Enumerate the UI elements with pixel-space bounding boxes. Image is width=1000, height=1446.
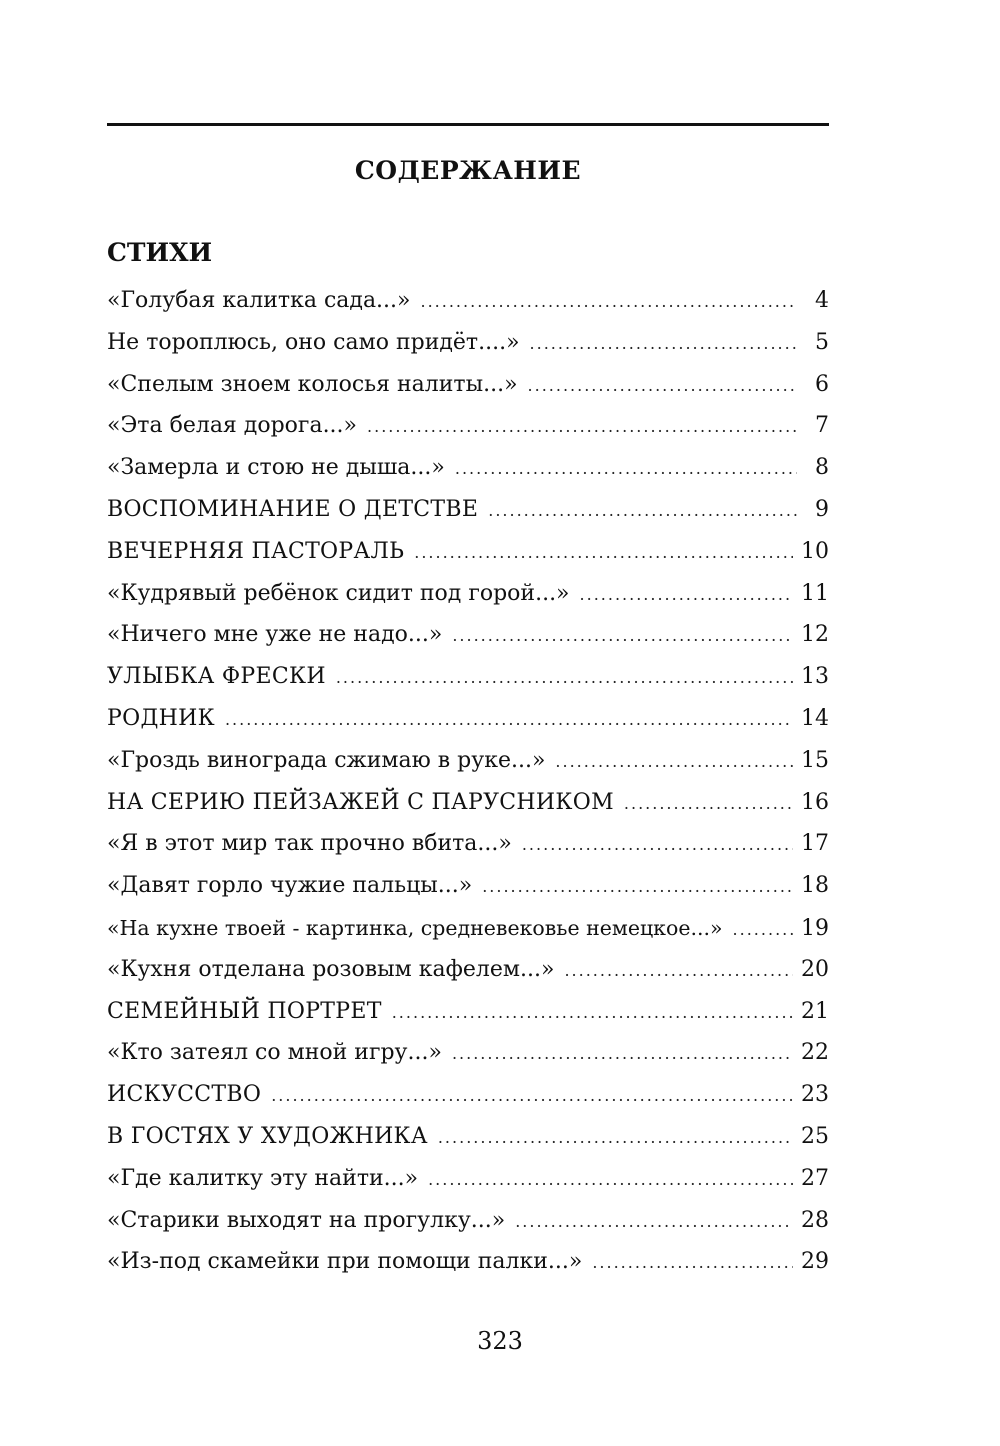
dot-leader [555, 744, 793, 780]
toc-entry-page: 7 [815, 413, 829, 439]
toc-entry-title: «Замерла и стою не дыша...» [107, 455, 445, 481]
toc-entry-page: 12 [801, 622, 829, 648]
toc-entry-title: «Кудрявый ребёнок сидит под горой...» [107, 580, 570, 606]
toc-entry-title: «Я в этот мир так прочно вбита...» [107, 831, 512, 857]
dot-leader [488, 493, 797, 529]
dot-leader [271, 1078, 793, 1114]
dot-leader [592, 1245, 793, 1281]
toc-entry-page: 16 [801, 789, 829, 815]
toc-entry [107, 1203, 829, 1245]
dot-leader [624, 786, 793, 822]
toc-entry-page: 28 [801, 1207, 829, 1233]
toc-entry-title: «Старики выходят на прогулку...» [107, 1207, 506, 1233]
toc-entry [107, 283, 829, 325]
toc-entry [107, 868, 829, 910]
toc-entry-title: «Эта белая дорога...» [107, 413, 358, 439]
dot-leader [367, 409, 797, 445]
toc-entry [107, 743, 829, 785]
toc-entry [107, 952, 829, 994]
dot-leader [528, 368, 797, 404]
toc-entry-title: В ГОСТЯХ У ХУДОЖНИКА [107, 1123, 428, 1149]
toc-entry-page: 21 [801, 998, 829, 1024]
toc-entry-page: 4 [815, 288, 829, 313]
toc-entry-title: «Давят горло чужие пальцы...» [107, 873, 473, 899]
dot-leader [421, 284, 798, 320]
toc-entry-page: 11 [801, 580, 829, 606]
toc-entry-page: 14 [801, 705, 829, 731]
toc-entry [107, 325, 829, 367]
dot-leader [428, 1162, 793, 1198]
toc-entry [107, 1161, 829, 1203]
dot-leader [733, 912, 793, 948]
toc-entry-title: УЛЫБКА ФРЕСКИ [107, 664, 326, 690]
dot-leader [522, 827, 793, 863]
dot-leader [455, 451, 797, 487]
toc-entry-title: ВЕЧЕРНЯЯ ПАСТОРАЛЬ [107, 538, 405, 564]
toc-entry [107, 534, 829, 576]
dot-leader [225, 702, 793, 738]
toc-entry [107, 492, 829, 534]
toc-entry-title: «Кто затеял со мной игру...» [107, 1040, 442, 1066]
toc-entry-title: «Где калитку эту найти...» [107, 1165, 419, 1191]
toc-entry [107, 701, 829, 743]
dot-leader [515, 1204, 793, 1240]
toc-entry-title: «Спелым зноем колосья налиты...» [107, 371, 518, 397]
dot-leader [580, 577, 793, 613]
toc-entry [107, 785, 829, 827]
toc-entry-title: «На кухне твоей - картинка, средневековье немецкое...» [107, 915, 723, 940]
toc-entry-page: 15 [801, 747, 829, 773]
toc-entry-page: 27 [801, 1165, 829, 1191]
toc-entry-title: РОДНИК [107, 705, 215, 731]
toc-entry-page: 5 [815, 329, 829, 355]
toc-entry-page: 13 [801, 664, 829, 690]
dot-leader [336, 660, 793, 696]
toc-entry-title: «Ничего мне уже не надо...» [107, 622, 443, 648]
toc-entry-page: 22 [801, 1040, 829, 1066]
toc-entry-page: 8 [815, 455, 829, 481]
toc-entry-title: Не тороплюсь, оно само придёт....» [107, 329, 520, 355]
page-title: СОДЕРЖАНИЕ [354, 156, 582, 185]
toc-entry-title: ИСКУССТВО [107, 1082, 262, 1108]
toc-entry-title: СЕМЕЙНЫЙ ПОРТРЕТ [107, 998, 382, 1024]
toc-entry-title: «Гроздь винограда сжимаю в руке...» [107, 747, 546, 773]
toc-entry-page: 23 [801, 1082, 829, 1108]
toc-entry-page: 29 [801, 1249, 829, 1275]
toc-entry [107, 408, 829, 450]
toc-entry-page: 20 [801, 956, 829, 982]
dot-leader [414, 535, 793, 571]
toc-entry-page: 9 [815, 496, 829, 522]
dot-leader [452, 618, 793, 654]
toc-entry-page: 6 [815, 371, 829, 397]
toc-entry-title: «Кухня отделана розовым кафелем...» [107, 956, 555, 982]
toc-entry-title: НА СЕРИЮ ПЕЙЗАЖЕЙ С ПАРУСНИКОМ [107, 789, 614, 815]
toc-entry-page: 25 [801, 1123, 829, 1149]
toc-entry-title: «Из-под скамейки при помощи палки...» [107, 1249, 583, 1275]
toc-entry [107, 994, 829, 1036]
toc-entry-title: ВОСПОМИНАНИЕ О ДЕТСТВЕ [107, 496, 479, 522]
toc-entry [107, 1077, 829, 1119]
toc-entry-page: 18 [801, 873, 829, 899]
dot-leader [482, 869, 793, 905]
toc-entry-title: «Голубая калитка сада...» [107, 288, 411, 313]
toc-entry-page: 19 [801, 915, 829, 941]
toc-entry [107, 1035, 829, 1077]
toc-entry [107, 450, 829, 492]
dot-leader [452, 1036, 793, 1072]
toc-entry [107, 1244, 829, 1286]
toc-entry [107, 826, 829, 868]
toc-entry-page: 10 [801, 538, 829, 564]
dot-leader [392, 995, 793, 1031]
dot-leader [564, 953, 793, 989]
dot-leader [438, 1120, 793, 1156]
top-rule [107, 123, 829, 126]
dot-leader [530, 326, 797, 362]
toc-entry [107, 659, 829, 701]
section-heading: СТИХИ [107, 238, 213, 267]
toc-entry [107, 576, 829, 618]
toc-entry [107, 367, 829, 409]
toc-entry [107, 910, 829, 952]
toc-entry-page: 17 [801, 831, 829, 857]
table-of-contents [107, 283, 829, 1286]
page-number: 323 [477, 1327, 523, 1355]
toc-entry [107, 617, 829, 659]
toc-entry [107, 1119, 829, 1161]
